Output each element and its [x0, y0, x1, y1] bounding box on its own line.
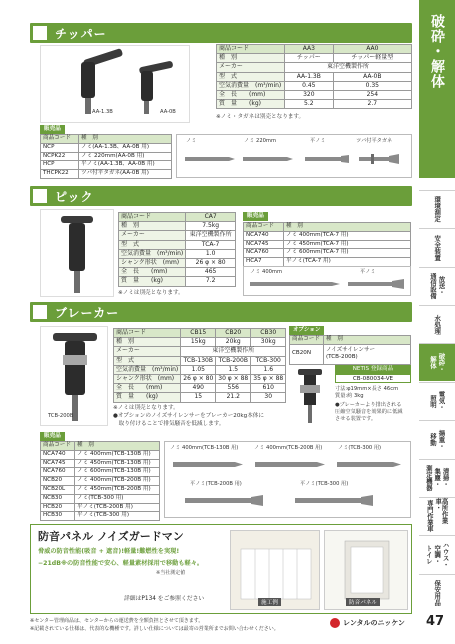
- chipper-image-label-1: AA-1.3B: [92, 109, 113, 115]
- table-row: NCA760 ノミ 600mm(TCA-7 用): [244, 249, 411, 258]
- sidebar-tab-label: 安全装置: [433, 234, 442, 261]
- sidebar-tab-label: 揚重・: [437, 429, 446, 449]
- table-row: CB20N ノイズサイレンサー (TCB-200B): [290, 344, 411, 364]
- netis-code: CB-080034-VE: [335, 374, 411, 383]
- sidebar-tab-label: 照明: [429, 394, 437, 408]
- breaker-chisel-label-5: 平ノミ(TCB-300 用): [300, 481, 349, 487]
- noise-guard-title: 防音パネル ノイズガードマン: [38, 530, 184, 543]
- sidebar-tab-1[interactable]: [419, 190, 455, 227]
- breaker-section-header: [30, 302, 412, 322]
- table-row: NCA740 ノミ 400mm(TCB-130B 用): [41, 450, 160, 459]
- sidebar-tab-4[interactable]: [419, 305, 455, 342]
- sidebar-tab-label: 破砕・: [437, 353, 446, 373]
- chipper-parts-table: 商品コード 種 別 NCP ノミ(AA-1.3B、AA-0B 用) NCPK22 ノミ 220mm(AA-0B 用) HCP 平ノミ(AA-1.3B、AA-0B 用) THCPK22 ツバ付平タガネ(AA-0B 用): [40, 134, 172, 179]
- table-row: NCA760 ノミ 600mm(TCB-130B 用): [41, 468, 160, 477]
- pick-chisel-label-2: 平ノミ: [360, 269, 376, 275]
- table-row: HCP 平ノミ(AA-1.3B、AA-0B 用): [41, 161, 172, 170]
- sidebar-tab-11[interactable]: [419, 574, 455, 611]
- table-row: HCA7 平ノミ(TCA-7 用): [244, 258, 411, 267]
- sidebar-tab-3[interactable]: [419, 267, 455, 304]
- sidebar-tab-label: 高所作業車・: [434, 497, 449, 524]
- silencer-fit-note: ●ブレーカーより排出される 圧縮空気騒音を効果的に低減 させる装置です。: [335, 402, 403, 422]
- sidebar-main-tab: [419, 0, 455, 178]
- table-row: NCA745 ノミ 450mm(TCB-130B 用): [41, 459, 160, 468]
- sidebar-tab-label: ハウス・: [441, 541, 450, 568]
- sidebar-tab-label: 測定機器: [424, 464, 433, 491]
- sidebar-tab-label: 清掃・: [441, 468, 450, 488]
- footer-note-2: ※記載されている仕様は、代表的な機種です。詳しい仕様については最寄の営業所までお問い合わせください。: [30, 626, 279, 632]
- netis-badge: NETIS 登録商品: [335, 365, 411, 374]
- breaker-spec-table: 商品コード CB15 CB20 CB30 種 別 15kg 20kg 30kg メーカー 東洋空機製作所 型 式 TCB-130B TCB-200B TCB-300 空気消費量 (m³/min) 1.05 1.5 1.6 シャンク形状 (mm) 26 φ × 80 30 φ × 88 35 φ × 88 全 長 (mm) 490 556 610 質 量 (kg) 15 21.2 30: [113, 328, 286, 403]
- sidebar-tab-8[interactable]: [419, 459, 455, 496]
- sidebar-main-tab-label: 破砕・解体: [429, 14, 445, 89]
- breaker-product-image: [40, 326, 108, 426]
- noise-guard-photo-label-2: 防音パネル: [346, 598, 380, 606]
- noise-guard-photo-label-1: 施工例: [258, 598, 281, 606]
- sidebar-tab-label: 放送・: [437, 276, 446, 296]
- table-row: HCB30 平ノミ(TCB-300 用): [41, 512, 160, 521]
- sidebar-tab-label: 空調・: [433, 544, 442, 565]
- pick-product-image: [40, 209, 114, 297]
- pick-chisel-label-1: ノミ 400mm: [250, 269, 283, 275]
- chipper-image-label-2: AA-0B: [160, 109, 176, 115]
- sidebar-tab-9[interactable]: [419, 497, 455, 534]
- table-row: NCA740 ノミ 400mm(TCA-7 用): [244, 231, 411, 240]
- chipper-chisel-label-3: 平ノミ: [310, 138, 326, 144]
- breaker-option-table: 商品コード 種 別 CB20N ノイズサイレンサー (TCB-200B): [289, 335, 411, 365]
- table-row: NCB20L ノミ 450mm(TCB-200B 用): [41, 485, 160, 494]
- table-row: HCB20 平ノミ(TCB-200B 用): [41, 503, 160, 512]
- breaker-chisel-label-4: 平ノミ(TCB-200B 用): [190, 481, 242, 487]
- breaker-parts-table: 商品コード 種 別 NCA740 ノミ 400mm(TCB-130B 用) NCA745 ノミ 450mm(TCB-130B 用) NCA760 ノミ 600mm(TCB-130B 用) NCB20 ノミ 400mm(TCB-200B 用) NCB20L ノミ 450mm(TCB-200B 用) NCB30 ノミ(TCB-300 用) HCB20 平ノミ(TCB-200B 用) HCB30 平ノミ(TCB-300 用): [40, 441, 160, 521]
- footer-note-1: ※センター管理商品は、センターからの運送費を全額負担とさせて頂きます。: [30, 618, 204, 624]
- noise-guard-line-2: −21dB※の防音性能で安心、軽量素材採用で移動も軽々。: [38, 560, 204, 567]
- breaker-image-label: TCB-200B: [48, 413, 74, 419]
- sidebar-tab-label: 集塵・: [433, 468, 442, 488]
- breaker-spec-note-1: ※ノミは別売となります。: [113, 405, 179, 411]
- sidebar-tab-label: 通信設備: [429, 273, 437, 299]
- breaker-chisel-label-1: ノミ 400mm(TCB-130B 用): [170, 445, 239, 451]
- chipper-spec-note: ※ノミ・タガネは別売となります。: [216, 114, 305, 120]
- table-row: NCP ノミ(AA-1.3B、AA-0B 用): [41, 143, 172, 152]
- sidebar-tab-label: 解体: [429, 356, 437, 370]
- table-row: NCPK22 ノミ 220mm(AA-0B 用): [41, 152, 172, 161]
- breaker-title: ブレーカー: [55, 305, 120, 320]
- table-row: NCB20 ノミ 400mm(TCB-200B 用): [41, 477, 160, 486]
- silencer-dimension-note: 寸法:φ19mm×長さ 46cm 質量:約 3kg: [335, 386, 399, 399]
- brand-mark-icon: [330, 618, 340, 628]
- page-number: 47: [426, 614, 445, 629]
- sidebar-tab-label: トイレ: [424, 544, 433, 565]
- table-row: NCA745 ノミ 450mm(TCA-7 用): [244, 240, 411, 249]
- brand-name: レンタルのニッケン: [343, 619, 405, 627]
- sidebar-tab-5[interactable]: [419, 343, 455, 380]
- sidebar-tab-2[interactable]: [419, 228, 455, 265]
- sidebar-tab-10[interactable]: [419, 535, 455, 572]
- noise-guard-note: ※当社測定値: [156, 570, 186, 576]
- brand-logo: [330, 618, 405, 628]
- chipper-spec-table: 商品コード AA3 AA0 種 別 チッパー チッパー軽量型 メーカー 東洋空機製作所 型 式 AA-1.3B AA-0B 空気消費量 (m³/min) 0.45 0.35 全 長 (mm) 320 254 質 量 (kg) 5.2 2.7: [216, 44, 412, 109]
- noise-guard-detail: 詳細はP134 をご参照ください: [124, 596, 205, 602]
- pick-section-header: [30, 186, 412, 206]
- pick-parts-tag: 販売品: [243, 212, 268, 221]
- breaker-spec-note-2: ●オプションのノイズサイレンサーをブレーカー20kg本体に: [113, 413, 264, 419]
- noise-guard-line-1: 脅威の防音性能(吸音 + 遮音)!軽量!難燃性を実現!: [38, 548, 180, 555]
- chipper-chisel-label-2: ノミ 220mm: [244, 138, 277, 144]
- chipper-parts-tag: 販売品: [40, 125, 65, 134]
- breaker-option-tag: オプション: [289, 326, 324, 335]
- silencer-image: [290, 365, 332, 427]
- sidebar-tab-label: 移動: [429, 432, 437, 446]
- sidebar-tab-7[interactable]: [419, 420, 455, 457]
- breaker-chisel-label-3: ノミ(TCB-300 用): [338, 445, 382, 451]
- pick-title: ピック: [55, 189, 94, 204]
- pick-parts-table: 商品コード 種 別 NCA740 ノミ 400mm(TCA-7 用) NCA745 ノミ 450mm(TCA-7 用) NCA760 ノミ 600mm(TCA-7 用) HCA7 平ノミ(TCA-7 用): [243, 222, 411, 267]
- chipper-section-header: [30, 23, 412, 43]
- sidebar-tab-label: 保安用品: [433, 580, 442, 606]
- chipper-chisel-label-4: ツバ付平タガネ: [356, 138, 393, 144]
- breaker-parts-tag: 販売品: [40, 432, 65, 441]
- sidebar-tab-label: 専門作業車: [425, 500, 434, 533]
- sidebar-tab-label: 電気・: [437, 391, 446, 411]
- table-row: THCPK22 ツバ付平タガネ(AA-0B 用): [41, 170, 172, 179]
- sidebar-tab-label: 水処理: [433, 314, 442, 334]
- chipper-title: チッパー: [55, 26, 107, 41]
- breaker-spec-note-3: 取り付けることで排気騒音を低減します。: [113, 421, 225, 427]
- breaker-chisel-label-2: ノミ 400mm(TCB-200B 用): [254, 445, 323, 451]
- pick-spec-note: ※ノミは別売となります。: [118, 290, 184, 296]
- table-row: NCB30 ノミ(TCB-300 用): [41, 494, 160, 503]
- chipper-chisel-label-1: ノミ: [186, 138, 197, 144]
- sidebar-tab-label: 環境測定: [433, 196, 442, 222]
- sidebar-tab-6[interactable]: [419, 382, 455, 419]
- pick-spec-table: 商品コード CA7 種 別 7.5kg メーカー 東洋空機製作所 型 式 TCA-7 空気消費量 (m³/min) 1.0 シャンク形状 (mm) 26 φ × 80 全 長 (mm) 465 質 量 (kg) 7.2: [118, 212, 236, 287]
